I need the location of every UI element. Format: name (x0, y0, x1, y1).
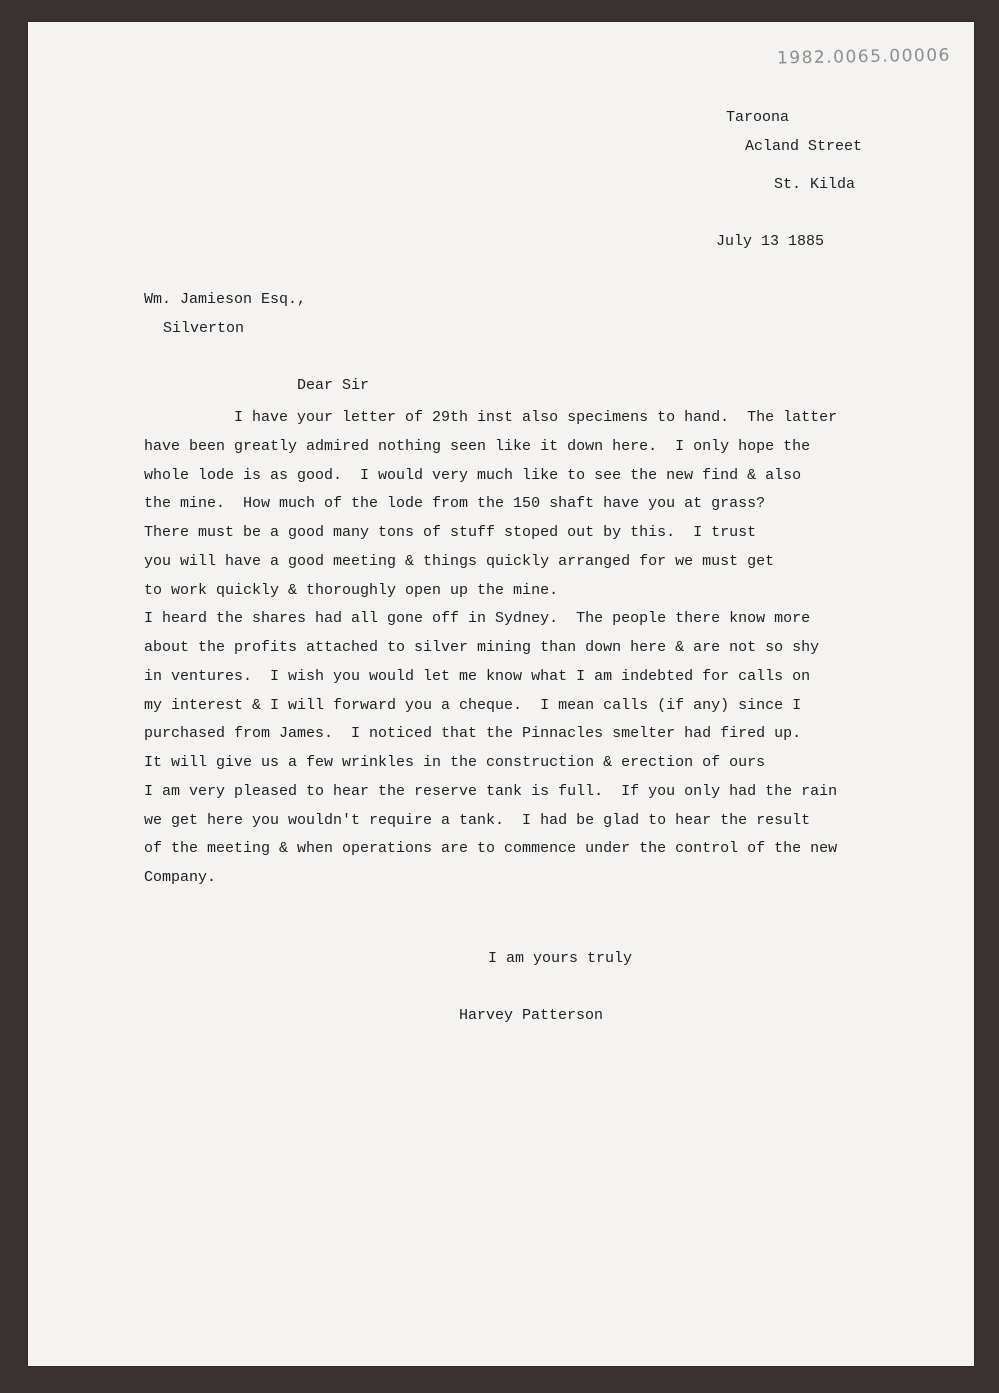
catalogue-number: 1982.0065.00006 (776, 45, 952, 69)
letter-body (144, 404, 837, 893)
signature: Harvey Patterson (459, 1007, 604, 1024)
body-line: I am very pleased to hear the reserve tank is full. If you only had the rain (144, 782, 838, 800)
body-line: you will have a good meeting & things quickly arranged for we must get (144, 552, 775, 570)
body-line: It will give us a few wrinkles in the construction & erection of ours (144, 754, 766, 771)
body-line: of the meeting & when operations are to commence under the control of the new (144, 840, 838, 858)
letter-date: July 13 1885 (716, 233, 825, 250)
sender-address-line-3: St. Kilda (774, 176, 856, 193)
body-line: my interest & I will forward you a cheque. I mean calls (if any) since I (144, 696, 802, 714)
body-line: I have your letter of 29th inst also specimens to hand. The latter (144, 409, 838, 426)
closing: I am yours truly (488, 950, 633, 967)
body-line: the mine. How much of the lode from the 150 shaft have you at grass? (144, 495, 766, 513)
body-line: There must be a good many tons of stuff stoped out by this. I trust (144, 524, 757, 541)
body-line: I heard the shares had all gone off in Sydney. The people there know more (144, 610, 811, 628)
recipient-name: Wm. Jamieson Esq., (144, 291, 307, 308)
body-line: have been greatly admired nothing seen like it down here. I only hope the (144, 437, 811, 455)
body-line: purchased from James. I noticed that the Pinnacles smelter had fired up. (144, 725, 802, 743)
body-line: to work quickly & thoroughly open up the mine. (144, 581, 559, 599)
body-line: whole lode is as good. I would very much like to see the new find & also (144, 466, 802, 484)
body-line: about the profits attached to silver mining than down here & are not so shy (144, 639, 820, 656)
body-line: in ventures. I wish you would let me know what I am indebted for calls on (144, 667, 811, 685)
recipient-place: Silverton (163, 320, 245, 337)
salutation: Dear Sir (297, 377, 370, 394)
body-line: we get here you wouldn't require a tank. I had be glad to hear the result (144, 811, 811, 829)
sender-address-line-1: Taroona (726, 109, 790, 126)
body-line: Company. (144, 869, 217, 886)
sender-address-line-2: Acland Street (745, 138, 863, 155)
